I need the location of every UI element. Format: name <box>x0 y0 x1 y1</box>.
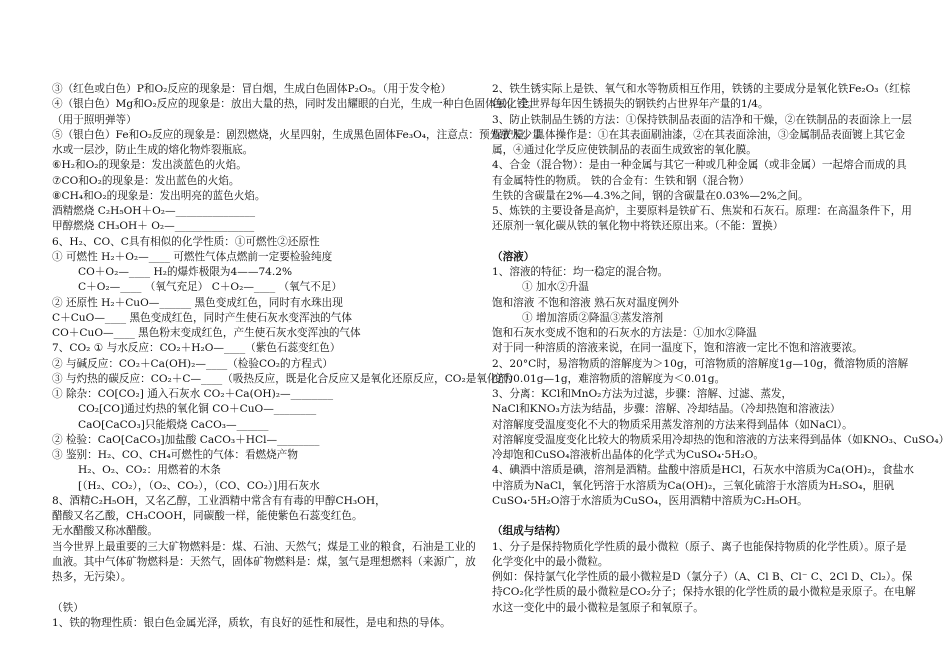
text-line: 对溶解度受温度变化比较大的物质采用冷却热的饱和溶液的方法来得到晶体（如KNO₃、CuSO₄） <box>492 433 950 446</box>
text-line: ② 检验：CaO[CaCO₃]加盐酸 CaCO₃＋HCl—________ <box>52 433 320 446</box>
text-line: ③ 鉴别：H₂、CO、CH₄可燃性的气体：看燃烧产物 <box>52 449 298 461</box>
text-line: 1、溶液的特征：均一稳定的混合物。 <box>492 266 669 278</box>
text-line: [（H₂、CO₂），（O₂、CO₂），（CO、CO₂）]用石灰水 <box>78 479 320 492</box>
text-line: CaO[CaCO₃]只能煅烧 CaCO₃—______ <box>78 418 269 431</box>
text-line: 饱和溶液 不饱和溶液 熟石灰对温度例外 <box>492 296 679 309</box>
text-line: 饱和石灰水变成不饱和的石灰水的方法是：①加水②降温 <box>492 327 757 339</box>
text-line: ③（红色或白色）P和O₂反应的现象是：冒白烟，生成白色固体P₂O₅。（用于发令枪） <box>52 83 452 95</box>
spacer <box>492 509 916 524</box>
text-line: 2、铁生锈实际上是铁、氧气和水等物质相互作用，铁锈的主要成分是氧化铁Fe₂O₃（红棕色）。全世界每年因生锈损失的钢铁约占世界年产量的1/4。 <box>492 83 911 111</box>
text-line: （用于照明弹等） <box>52 113 137 126</box>
text-line: ② 与碱反应：CO₂＋Ca(OH)₂—____（检验CO₂的方程式） <box>52 357 333 370</box>
text-line: ③ 与灼热的碳反应：CO₂＋C—____（吸热反应，既是化合反应又是氧化还原反应，CO₂是氧化剂） <box>52 372 519 385</box>
text-line: 酒精燃烧 C₂H₅OH＋O₂—_______________ <box>52 205 256 217</box>
text-line: ⑥H₂和O₂的现象是：发出淡蓝色的火焰。 <box>52 159 247 172</box>
text-line: ① 增加溶质②降温③蒸发溶剂 <box>522 311 664 324</box>
text-line: C＋O₂—____ （氧气充足） C＋O₂—____ （氧气不足） <box>78 281 343 294</box>
right-column <box>492 82 950 616</box>
text-line: ④（银白色）Mg和O₂反应的现象是：放出大量的热，同时发出耀眼的白光，生成一种白色固体氧化镁。 <box>52 98 539 111</box>
text-line: ① 除杂：CO[CO₂] 通入石灰水 CO₂＋Ca(OH)₂—________ <box>52 388 333 400</box>
text-line: 对溶解度受温度变化不大的物质采用蒸发溶剂的方法来得到晶体（如NaCl）。 <box>492 418 853 431</box>
text-line: 水或一层沙，防止生成的熔化物炸裂瓶底。 <box>52 144 254 156</box>
spacer <box>492 235 916 250</box>
spacer <box>52 585 480 600</box>
text-line: 例如：保持氯气化学性质的最小微粒是D（氯分子）（A、Cl B、Cl⁻ C、2Cl D、Cl₂）。保持CO₂化学性质的最小微粒是CO₂分子；保持水银的化学性质的最小微粒是汞原子。在电解水这一变化中的最小微粒是氢原子和氧原子。 <box>492 571 916 614</box>
text-line: 6、H₂、CO、C具有相似的化学性质：①可燃性②还原性 <box>52 235 320 248</box>
text-line: 4、合金（混合物）：是由一种金属与其它一种或几种金属（或非金属）一起熔合而成的具有金属特性的物质。 铁的合金有：生铁和钢（混合物） <box>492 159 907 187</box>
text-line: 8、酒精C₂H₅OH，又名乙醇，工业酒精中常含有有毒的甲醇CH₃OH， <box>52 494 386 507</box>
text-line: 甲醇燃烧 CH₃OH＋ O₂—_______________ <box>52 220 255 233</box>
text-line: 生铁的含碳量在2%—4.3%之间，钢的含碳量在0.03%—2%之间。 <box>492 189 809 202</box>
section-heading: （组成与结构） <box>492 525 567 538</box>
text-line: ② 还原性 H₂＋CuO—______ 黑色变成红色，同时有水珠出现 <box>52 296 343 309</box>
text-line: 7、CO₂ ① 与水反应：CO₂＋H₂O—____（紫色石蕊变红色） <box>52 342 341 355</box>
text-line: 冷却饱和CuSO₄溶液析出晶体的化学式为CuSO₄·5H₂O。 <box>492 449 765 461</box>
text-line: 醋酸又名乙酸，CH₃COOH，同碳酸一样，能使紫色石蕊变红色。 <box>52 510 363 522</box>
section-heading: （溶液） <box>492 250 535 263</box>
text-line: CO₂[CO]通过灼热的氧化铜 CO＋CuO—________ <box>78 403 317 416</box>
text-line: CO＋O₂—____ H₂的爆炸极限为4——74.2% <box>78 266 293 278</box>
text-line: 5、炼铁的主要设备是高炉，主要原料是铁矿石、焦炭和石灰石。原理：在高温条件下，用还原剂一氧化碳从铁的氧化物中将铁还原出来。（不能：置换） <box>492 205 912 233</box>
text-line: 1、铁的物理性质：银白色金属光泽，质软，有良好的延性和展性，是电和热的导体。 <box>52 616 451 629</box>
text-line: 对于同一种溶质的溶液来说，在同一温度下，饱和溶液一定比不饱和溶液要浓。 <box>492 342 863 355</box>
text-line: NaCl和KNO₃方法为结晶，步骤：溶解、冷却结晶。（冷却热饱和溶液法） <box>492 403 841 416</box>
section-heading: （铁） <box>52 601 84 614</box>
text-line: ⑧CH₄和O₂的现象是：发出明亮的蓝色火焰。 <box>52 189 266 202</box>
text-line: 1、分子是保持物质化学性质的最小微粒（原子、离子也能保持物质的化学性质）。原子是化学变化中的最小微粒。 <box>492 540 907 568</box>
text-line: ① 可燃性 H₂＋O₂—____ 可燃性气体点燃前一定要检验纯度 <box>52 250 333 263</box>
text-line: ① 加水②升温 <box>522 281 589 294</box>
text-line: ⑤（银白色）Fe和O₂反应的现象是：剧烈燃烧，火星四射，生成黑色固体Fe₃O₄，注意点：预先放入少量 <box>52 128 543 141</box>
text-line: 无水醋酸又称冰醋酸。 <box>52 525 158 538</box>
text-line: C＋CuO—____ 黑色变成红色，同时产生使石灰水变浑浊的气体 <box>52 311 352 324</box>
text-line: 3、分离：KCl和MnO₂方法为过滤，步骤：溶解、过滤、蒸发， <box>492 388 793 400</box>
text-line: H₂、O₂、CO₂：用燃着的木条 <box>78 464 221 477</box>
text-line: ⑦CO和O₂的现象是：发出蓝色的火焰。 <box>52 174 240 187</box>
text-line: CO＋CuO—____ 黑色粉末变成红色，产生使石灰水变浑浊的气体 <box>52 327 361 339</box>
text-line: 当今世界上最重要的三大矿物燃料是：煤、石油、天然气；煤是工业的粮食，石油是工业的血液。其中气体矿物燃料是：天然气，固体矿物燃料是：煤，氢气是理想燃料（来源广，放热多，无污染）。 <box>52 540 476 583</box>
text-line: 4、碘酒中溶质是碘，溶剂是酒精。盐酸中溶质是HCl，石灰水中溶质为Ca(OH)₂，食盐水中溶质为NaCl，氧化钙溶于水溶质为Ca(OH)₂，三氧化硫溶于水溶质为H₂SO₄，胆矾CuSO₄·5H₂O溶于水溶质为CuSO₄，医用酒精中溶质为C₂H₅OH。 <box>492 464 914 507</box>
text-line: 3、防止铁制品生锈的方法：①保持铁制品表面的洁净和干燥，②在铁制品的表面涂上一层保护膜。具体操作是：①在其表面刷油漆，②在其表面涂油，③金属制品表面镀上其它金属，④通过化学反应使铁制品的表面生成致密的氧化膜。 <box>492 113 912 156</box>
text-line: 2、20°C时，易溶物质的溶解度为＞10g，可溶物质的溶解度1g—10g，微溶物质的溶解度为0.01g—1g，难溶物质的溶解度为＜0.01g。 <box>492 357 909 385</box>
